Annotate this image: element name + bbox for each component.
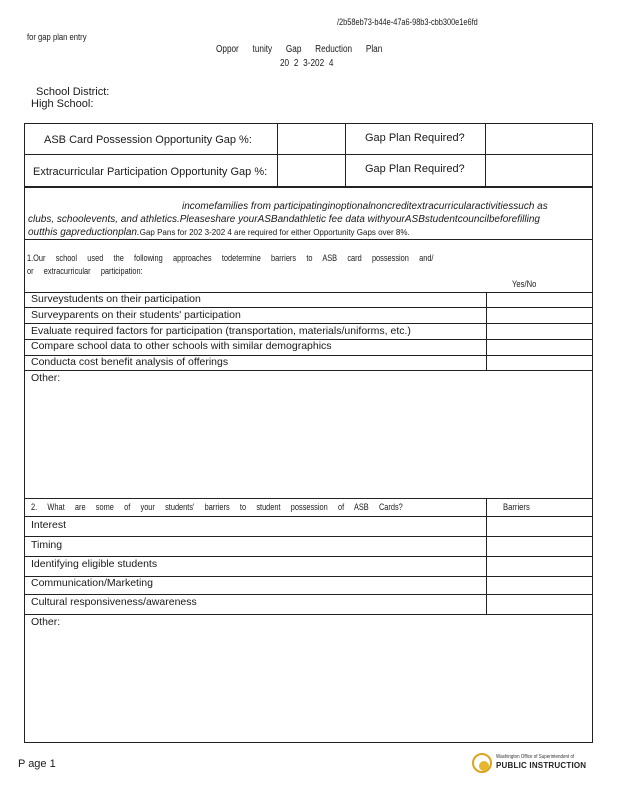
section2-barriers-column <box>486 498 487 614</box>
logo-agency-line: Washington Office of Superintendent of <box>496 754 575 760</box>
intro-line-2: clubs, schoolevents, and athletics.Pleaseshare yourASBandathletic fee data withyourASBstudentcouncilbeforefilling <box>28 214 540 225</box>
section2-other-label: Other: <box>31 616 61 628</box>
section1-yes-no-field[interactable] <box>488 341 591 354</box>
section1-yes-no-header: Yes/No <box>512 279 537 289</box>
row-divider <box>24 516 593 517</box>
extracurricular-gap-label: Extracurricular Participation Opportunity Gap %: <box>33 166 268 178</box>
section1-question-line2: or extracurricular participation: <box>27 266 143 276</box>
gap-table-col3 <box>485 123 486 187</box>
gap-table-divider <box>24 154 593 155</box>
section1-question-line1: 1.Our school used the following approaches todetermine barriers to ASB card possession and/ <box>27 253 434 263</box>
extracurricular-gap-plan-required-label: Gap Plan Required? <box>365 163 465 175</box>
section2-barrier-field[interactable] <box>488 577 591 593</box>
section2-row-interest: Interest <box>31 519 67 531</box>
for-gap-plan-entry: for gap plan entry <box>27 32 87 42</box>
extracurricular-gap-plan-required-field[interactable] <box>487 156 591 185</box>
page-number: P age 1 <box>18 758 56 770</box>
section2-other-field[interactable] <box>26 630 591 740</box>
section1-yes-no-field[interactable] <box>488 325 591 338</box>
row-divider <box>24 594 593 595</box>
asb-gap-plan-required-label: Gap Plan Required? <box>365 132 465 144</box>
section1-row-compare-data: Compare school data to other schools with similar demographics <box>31 340 332 352</box>
section2-question: 2. What are some of your students' barriers to student possession of ASB Cards? <box>31 502 403 512</box>
section2-top-divider <box>24 498 593 499</box>
logo-main-line: PUBLIC INSTRUCTION <box>496 761 587 770</box>
section2-row-timing: Timing <box>31 539 63 551</box>
section1-row-survey-students: Surveystudents on their participation <box>31 293 201 305</box>
asb-gap-plan-required-field[interactable] <box>487 125 591 152</box>
section2-barriers-header: Barriers <box>503 502 530 512</box>
row-divider <box>24 614 593 615</box>
intro-divider <box>24 239 593 240</box>
section1-row-cost-benefit: Conducta cost benefit analysis of offerings <box>31 356 229 368</box>
row-divider <box>24 370 593 371</box>
page-title: Oppor tunity Gap Reduction Plan <box>216 44 383 55</box>
page-subtitle-years: 20 2 3-202 4 <box>280 58 334 69</box>
document-id: /2b58eb73-b44e-47a6-98b3-cbb300e1e6fd <box>337 17 478 27</box>
intro-text <box>28 200 568 239</box>
row-divider <box>24 556 593 557</box>
section1-row-evaluate-factors: Evaluate required factors for participation (transportation, materials/uniforms, etc.) <box>31 325 411 337</box>
section2-row-cultural-responsiveness: Cultural responsiveness/awareness <box>31 596 197 608</box>
section2-barrier-field[interactable] <box>488 596 591 613</box>
section1-other-label: Other: <box>31 372 61 384</box>
gap-table-col2 <box>345 123 346 187</box>
section2-barrier-field[interactable] <box>488 558 591 575</box>
row-divider <box>24 307 593 308</box>
section2-barrier-field[interactable] <box>488 518 591 535</box>
asb-gap-label: ASB Card Possession Opportunity Gap %: <box>44 134 252 146</box>
section2-row-identifying-students: Identifying eligible students <box>31 558 158 570</box>
section1-other-field[interactable] <box>26 386 591 496</box>
section1-yes-no-field[interactable] <box>488 309 591 322</box>
intro-line-1: incomefamilies from participatinginoptionalnoncreditextracurricularactivitiessuch as <box>182 201 548 212</box>
section1-row-survey-parents: Surveyparents on their students' participation <box>31 309 241 321</box>
high-school-label: High School: <box>31 98 94 110</box>
school-district-label: School District: <box>36 86 110 98</box>
intro-line-3: outthis gapreductionplan. <box>28 227 140 238</box>
section1-yes-no-field[interactable] <box>488 357 591 369</box>
section2-barrier-field[interactable] <box>488 538 591 555</box>
section1-yes-no-field[interactable] <box>488 294 591 306</box>
section2-row-communication: Communication/Marketing <box>31 577 153 589</box>
asb-gap-value-field[interactable] <box>279 125 343 152</box>
extracurricular-gap-value-field[interactable] <box>279 156 343 185</box>
gap-table-col1 <box>277 123 278 187</box>
row-divider <box>24 323 593 324</box>
section1-yes-no-column <box>486 292 487 370</box>
sun-seal-icon <box>472 753 492 773</box>
ospi-logo <box>472 752 592 776</box>
row-divider <box>24 536 593 537</box>
intro-requirement-note: Gap Pans for 202 3-202 4 are required for either Opportunity Gaps over 8%. <box>139 228 410 237</box>
